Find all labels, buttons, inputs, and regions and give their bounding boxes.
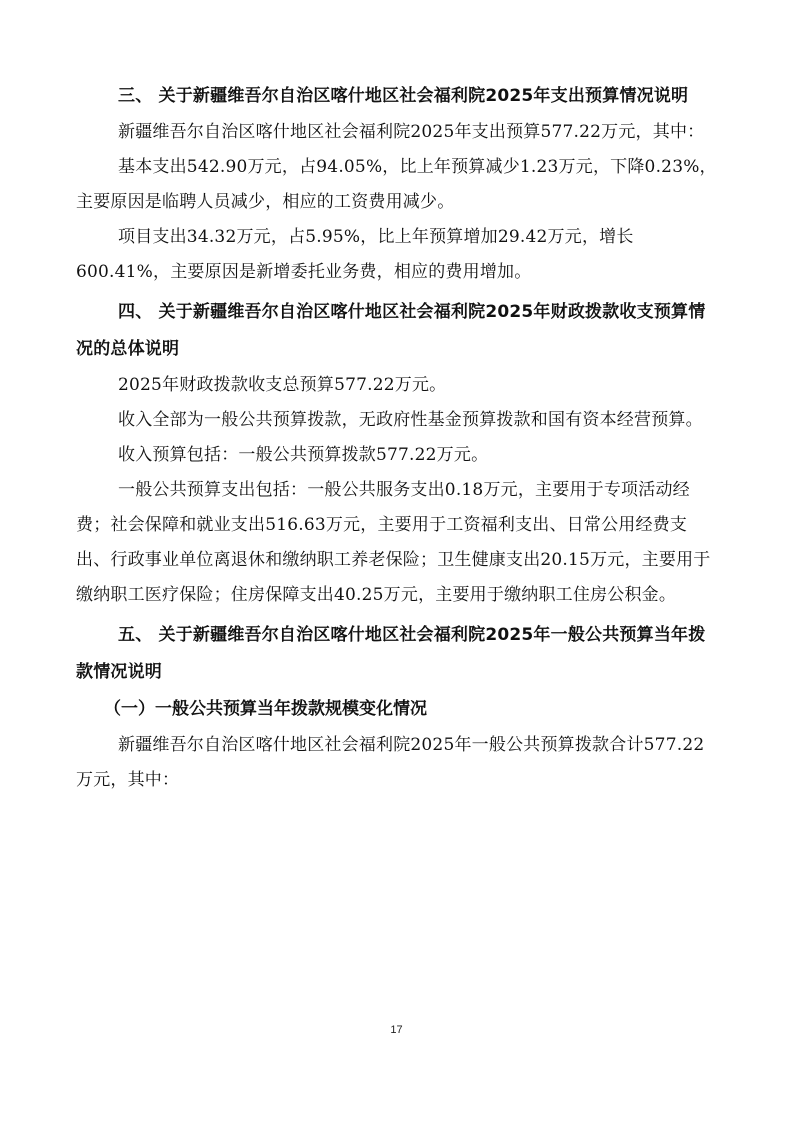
section-3-paragraph-total: 新疆维吾尔自治区喀什地区社会福利院2025年支出预算577.22万元，其中： (118, 122, 705, 142)
section-5-heading: 五、 关于新疆维吾尔自治区喀什地区社会福利院2025年一般公共预算当年拨款情况说明 (76, 625, 706, 682)
section-4-paragraph-income: 收入全部为一般公共预算拨款，无政府性基金预算拨款和国有资本经营预算。 (118, 410, 703, 430)
document-body (76, 78, 721, 798)
section-4-paragraph-total: 2025年财政拨款收支总预算577.22万元。 (118, 375, 447, 395)
section-3-heading: 三、 关于新疆维吾尔自治区喀什地区社会福利院2025年支出预算情况说明 (118, 86, 689, 106)
section-3-paragraph-project: 项目支出34.32万元，占5.95%，比上年预算增加29.42万元，增长600.41%，主要原因是新增委托业务费，相应的费用增加。 (76, 227, 634, 282)
section-4-paragraph-income-budget: 收入预算包括：一般公共预算拨款577.22万元。 (118, 445, 489, 465)
section-5-paragraph-total: 新疆维吾尔自治区喀什地区社会福利院2025年一般公共预算拨款合计577.22万元，其中： (76, 735, 705, 790)
section-4-paragraph-expenditure: 一般公共预算支出包括：一般公共服务支出0.18万元，主要用于专项活动经费；社会保障和就业支出516.63万元，主要用于工资福利支出、日常公用经费支出、行政事业单位离退休和缴纳职工养老保险；卫生健康支出20.15万元，主要用于缴纳职工医疗保险；住房保障支出40.25万元，主要用于缴纳职工住房公积金。 (76, 480, 711, 605)
page-number: 17 (390, 1024, 403, 1036)
section-5-subheading-1: （一）一般公共预算当年拨款规模变化情况 (104, 699, 427, 719)
section-3-paragraph-basic: 基本支出542.90万元，占94.05%，比上年预算减少1.23万元，下降0.23%，主要原因是临聘人员减少，相应的工资费用减少。 (76, 157, 717, 212)
section-4-heading: 四、 关于新疆维吾尔自治区喀什地区社会福利院2025年财政拨款收支预算情况的总体说明 (76, 302, 706, 359)
